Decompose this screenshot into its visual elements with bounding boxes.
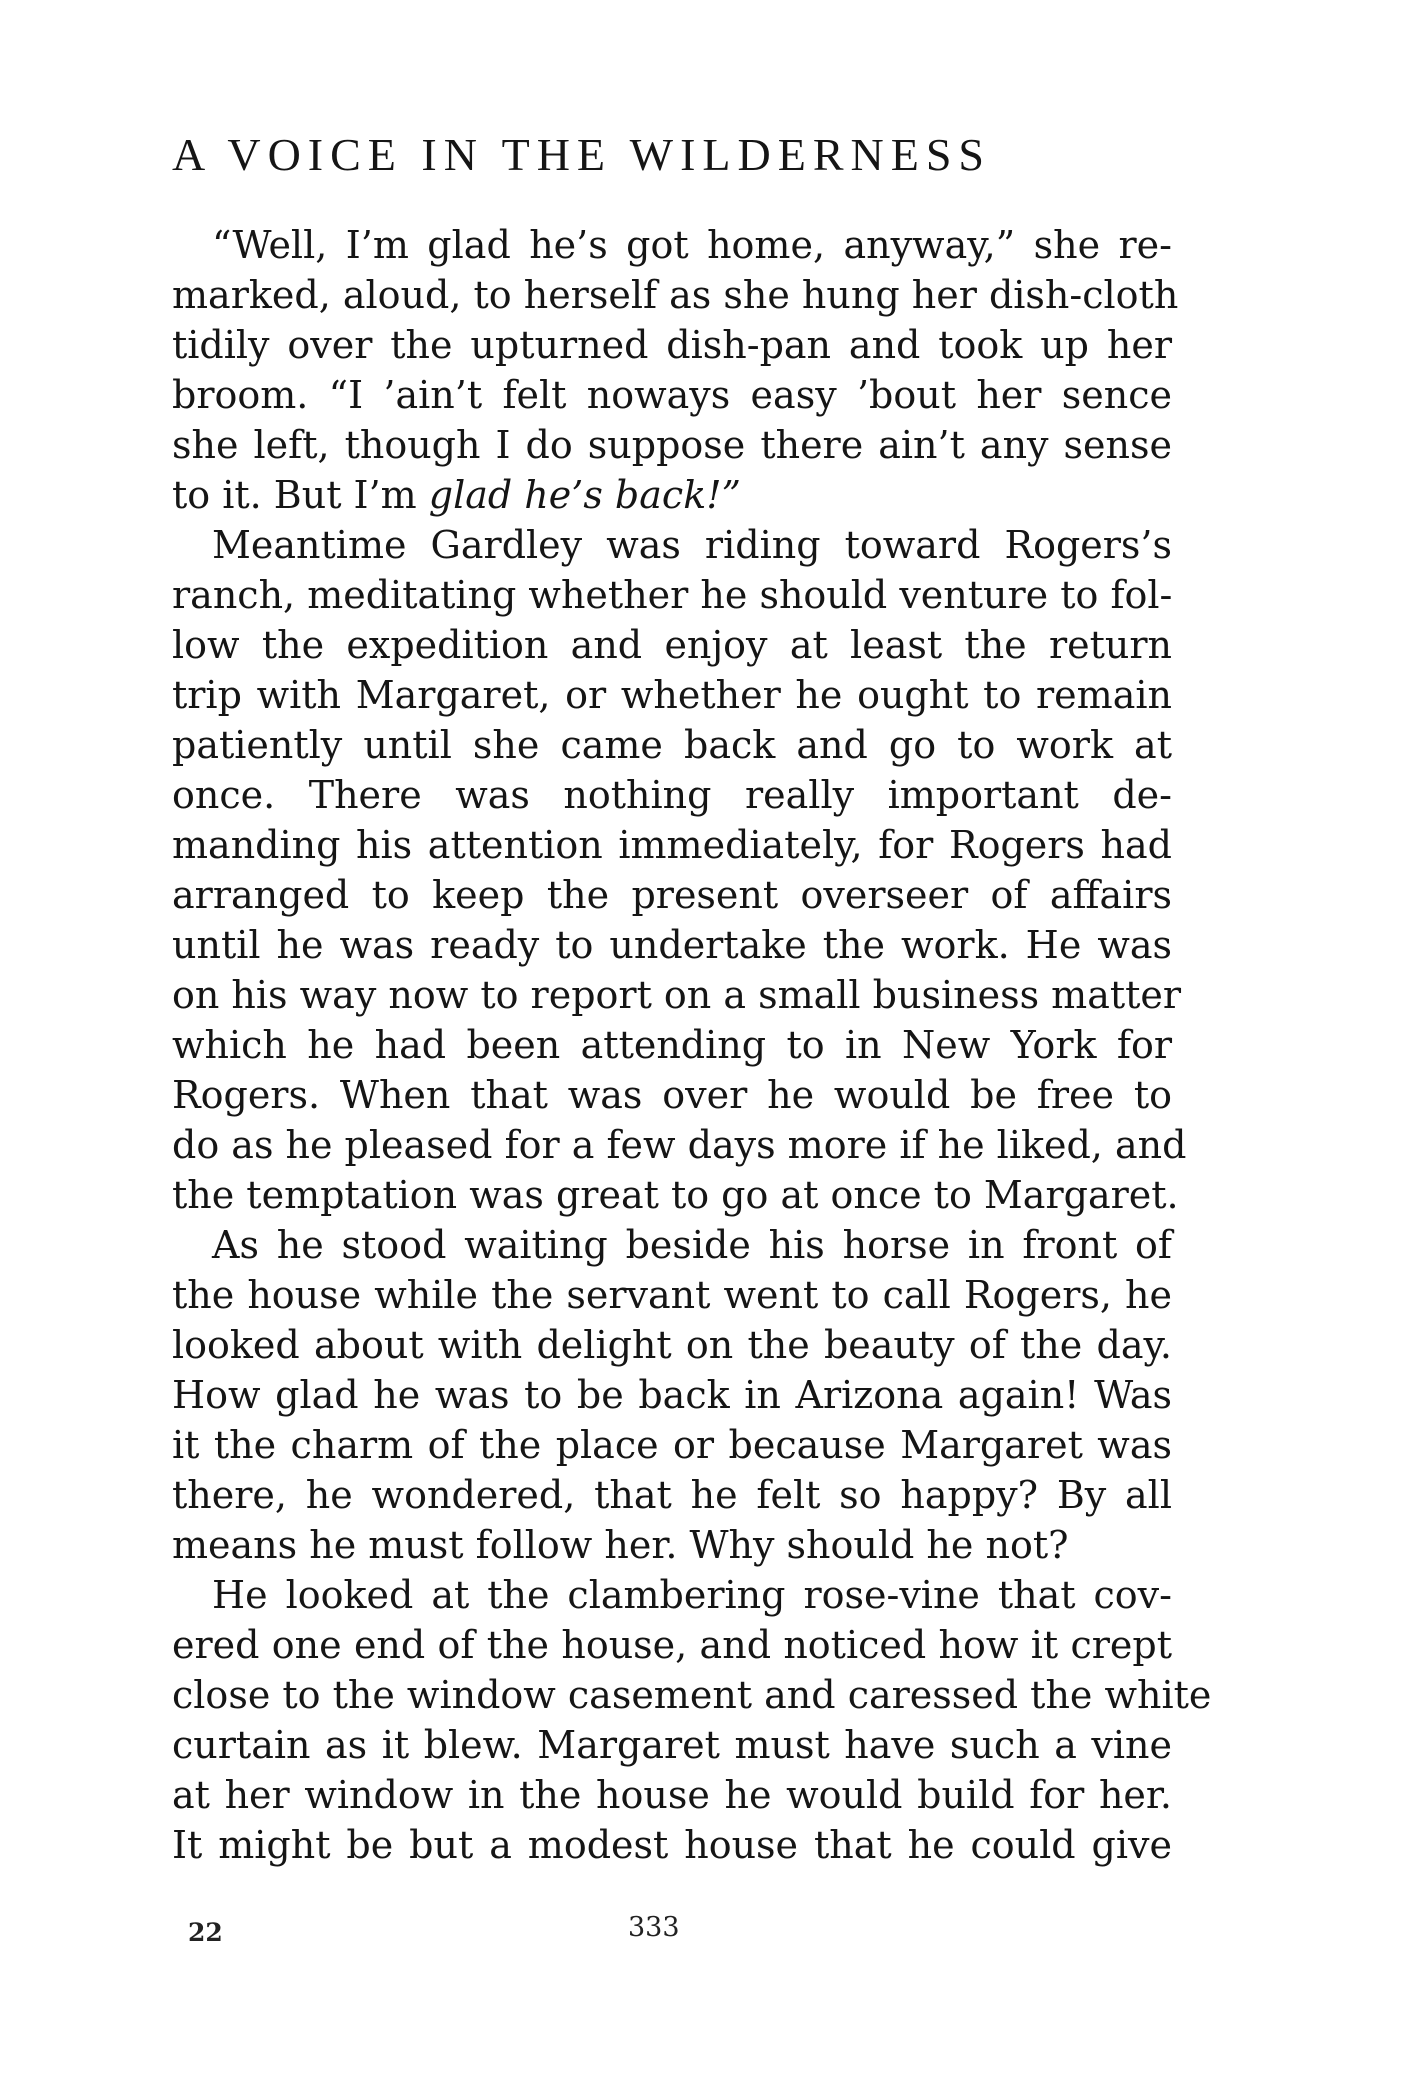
paragraph-3 — [172, 1220, 1172, 1570]
text-line: low the expedition and enjoy at least the return — [172, 623, 1172, 667]
text-line: “Well, I’m glad he’s got home, anyway,” she re- — [212, 223, 1172, 267]
body-text — [172, 220, 1212, 1870]
text-line: As he stood waiting beside his horse in front of — [212, 1223, 1172, 1267]
text-line: How glad he was to be back in Arizona again! Was — [172, 1373, 1172, 1417]
text-line: Rogers. When that was over he would be free to — [172, 1073, 1172, 1117]
signature-mark: 22 — [188, 1918, 223, 1947]
paragraph-1 — [172, 220, 1179, 520]
text-line: do as he pleased for a few days more if he liked, and — [172, 1123, 1187, 1167]
text-line — [172, 470, 1172, 520]
text-line: curtain as it blew. Margaret must have such a vine — [172, 1723, 1172, 1767]
text-line: once. There was nothing really important de- — [172, 773, 1172, 817]
text-line: It might be but a modest house that he could give — [172, 1823, 1172, 1867]
text-line: means he must follow her. Why should he not? — [172, 1523, 1069, 1567]
paragraph-4 — [172, 1570, 1212, 1870]
paragraph-2 — [172, 520, 1187, 1220]
text-line: which he had been attending to in New York for — [172, 1023, 1172, 1067]
text-line: arranged to keep the present overseer of affairs — [172, 873, 1172, 917]
page-number: 333 — [628, 1912, 680, 1943]
text-line: looked about with delight on the beauty of the day. — [172, 1323, 1172, 1367]
text-line: at her window in the house he would build for her. — [172, 1773, 1172, 1817]
text-line: until he was ready to undertake the work. He was — [172, 923, 1172, 967]
text-line-prefix: to it. But I’m — [172, 473, 429, 517]
text-line: ered one end of the house, and noticed how it crept — [172, 1623, 1172, 1667]
text-line: trip with Margaret, or whether he ought to remain — [172, 673, 1172, 717]
running-head: A VOICE IN THE WILDERNESS — [172, 129, 991, 180]
text-line: broom. “I ’ain’t felt noways easy ’bout her sence — [172, 373, 1172, 417]
text-line: He looked at the clambering rose-vine that cov- — [212, 1573, 1172, 1617]
text-line: it the charm of the place or because Margaret was — [172, 1423, 1172, 1467]
text-line: there, he wondered, that he felt so happy? By all — [172, 1473, 1172, 1517]
text-line: the temptation was great to go at once to Margaret. — [172, 1173, 1179, 1217]
text-line: close to the window casement and caressed the white — [172, 1673, 1212, 1717]
italic-phrase: glad he’s back!” — [428, 473, 741, 517]
text-line: manding his attention immediately, for Rogers had — [172, 823, 1172, 867]
text-line: she left, though I do suppose there ain’t any sense — [172, 423, 1172, 467]
text-line: patiently until she came back and go to work at — [172, 723, 1172, 767]
text-line: Meantime Gardley was riding toward Rogers’s — [212, 523, 1172, 567]
text-line: tidily over the upturned dish-pan and took up her — [172, 323, 1172, 367]
text-line: marked, aloud, to herself as she hung her dish-cloth — [172, 273, 1179, 317]
text-line: ranch, meditating whether he should venture to fol- — [172, 573, 1173, 617]
text-line: on his way now to report on a small business matter — [172, 973, 1182, 1017]
text-line: the house while the servant went to call Rogers, he — [172, 1273, 1172, 1317]
